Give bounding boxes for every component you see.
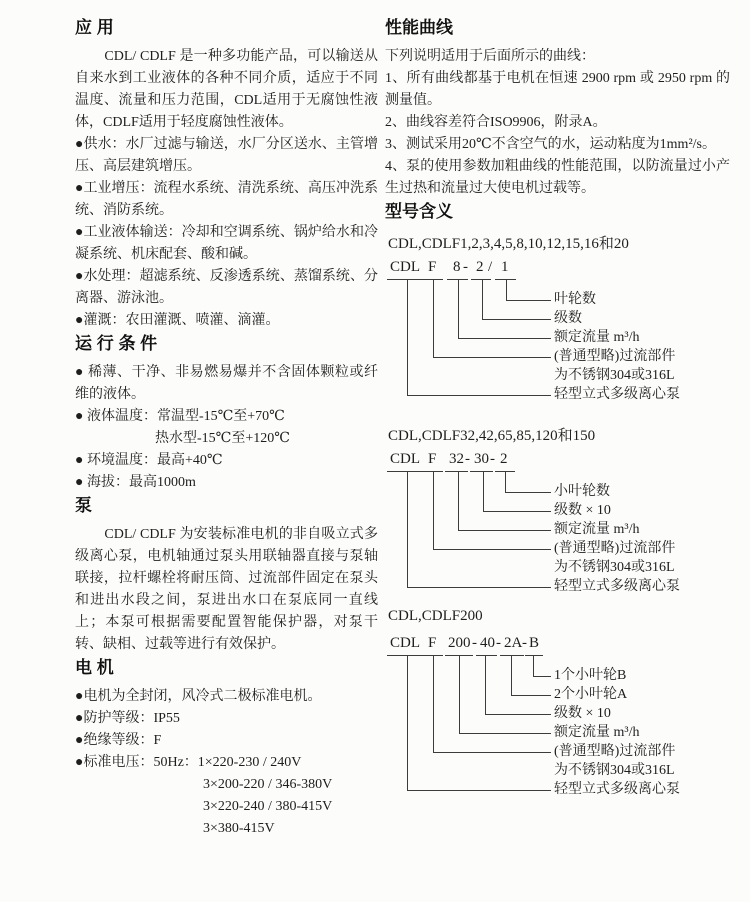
diagram-code-part: F (428, 259, 437, 275)
application-bullet-irrigation: ●灌溉：农田灌溉、喷灌、滴灌。 (75, 313, 280, 328)
diagram-underline (387, 279, 424, 280)
diagram-connector-vline (482, 279, 483, 319)
diagram-code-separator: - (472, 635, 477, 651)
diagram-connector-hline (505, 492, 551, 493)
diagram-code-separator: - (496, 635, 501, 651)
diagram-label-two-small-impellers-a: 2个小叶轮A (554, 687, 628, 702)
diagram-code-separator: - (522, 635, 527, 651)
diagram-label-small-impellers: 小叶轮数 (554, 484, 610, 499)
model-meaning-heading: 型号含义 (385, 202, 453, 221)
diagram-underline (387, 655, 424, 656)
diagram-code-part: CDL (390, 259, 420, 275)
diagram-connector-hline (407, 790, 551, 791)
operating-bullet-liquid-type: ● 稀薄、干净、非易燃易爆并不含固体颗粒或纤维的液体。 (75, 365, 378, 402)
diagram-code-part: 200 (448, 635, 471, 651)
operating-hot-water-line: 热水型-15℃至+120℃ (155, 431, 290, 446)
motor-voltage-line: 3×220-240 / 380-415V (203, 799, 333, 814)
model-diagram-medium-series (385, 424, 730, 596)
diagram-underline (476, 655, 497, 656)
diagram-code-part: 40 (480, 635, 495, 651)
diagram-connector-hline (483, 511, 551, 512)
diagram-connector-hline (407, 587, 551, 588)
diagram-connector-vline (407, 279, 408, 395)
diagram-code-part: F (428, 635, 437, 651)
curve-note-3: 3、测试采用20℃不含空气的水，运动粘度为1mm²/s。 (385, 137, 716, 152)
diagram-connector-vline (407, 655, 408, 790)
diagram-connector-hline (407, 395, 551, 396)
diagram-connector-hline (433, 549, 551, 550)
curve-note-4: 4、泵的使用参数加粗曲线的性能范围，以防流量过小产生过热和流量过大使电机过载等。 (385, 159, 730, 196)
diagram-label-impellers: 叶轮数 (554, 292, 596, 307)
diagram-connector-vline (433, 655, 434, 752)
diagram-label-pump-type: 轻型立式多级离心泵 (554, 387, 680, 402)
application-bullet-water-treatment: ●水处理：超滤系统、反渗透系统、蒸馏系统、分离器、游泳池。 (75, 269, 378, 306)
motor-voltage-line: 3×380-415V (203, 821, 275, 836)
diagram-label-stages-x10: 级数 × 10 (554, 503, 611, 518)
diagram-connector-vline (506, 279, 507, 300)
diagram-connector-vline (407, 471, 408, 587)
pump-heading: 泵 (75, 496, 92, 515)
operating-heading: 运 行 条 件 (75, 334, 158, 353)
diagram-connector-vline (458, 279, 459, 338)
diagram-underline (387, 471, 424, 472)
diagram-connector-vline (433, 279, 434, 357)
diagram-code-part: 32 (449, 451, 464, 467)
diagram-code-separator: - (465, 451, 470, 467)
diagram-code-separator: - (463, 259, 468, 275)
diagram-connector-hline (506, 300, 551, 301)
diagram-connector-vline (433, 471, 434, 549)
diagram-connector-vline (483, 471, 484, 511)
diagram-code-part: 30 (474, 451, 489, 467)
diagram-connector-hline (458, 338, 551, 339)
motor-voltage-line: 3×200-220 / 346-380V (203, 777, 333, 792)
diagram-label-rated-flow: 额定流量 m³/h (554, 522, 640, 537)
diagram-connector-hline (511, 695, 551, 696)
diagram-label-material-2: 为不锈钢304或316L (554, 368, 675, 383)
diagram-label-rated-flow: 额定流量 m³/h (554, 330, 640, 345)
motor-bullet-insulation-class: ●绝缘等级：F (75, 733, 162, 748)
right-column (385, 16, 730, 800)
pump-description: CDL/ CDLF 为安装标准电机的非自吸立式多级离心泵，电机轴通过泵头用联轴器直接与泵轴联接，拉杆螺栓将耐压筒、过流部件固定在泵头和进出水段之间，泵进出水口在泵底同一直线上；本泵可根据需要配置智能保护器，对泵干转、缺相、过载等进行有效保护。 (75, 527, 378, 652)
diagram-connector-vline (458, 471, 459, 530)
diagram-label-material-1: (普通型略)过流部件 (554, 744, 676, 759)
application-intro: CDL/ CDLF 是一种多功能产品，可以输送从自来水到工业液体的各种不同介质，适应于不同温度、流量和压力范围，CDL适用于无腐蚀性液体，CDLF适用于轻度腐蚀性液体。 (75, 49, 378, 130)
diagram-label-material-2: 为不锈钢304或316L (554, 763, 675, 778)
diagram-connector-vline (459, 655, 460, 733)
diagram-connector-hline (485, 714, 551, 715)
diagram-underline (445, 471, 468, 472)
diagram-underline (470, 471, 493, 472)
diagram-code-separator: / (488, 259, 493, 275)
diagram-underline (471, 279, 491, 280)
diagram-code-part: 2 (476, 259, 484, 275)
diagram-label-stages: 级数 (554, 311, 582, 326)
diagram-connector-hline (433, 357, 551, 358)
diagram-connector-hline (533, 676, 551, 677)
operating-bullet-altitude: ● 海拔：最高1000m (75, 475, 196, 490)
curve-note-1: 1、所有曲线都基于电机在恒速 2900 rpm 或 2950 rpm 的测量值。 (385, 71, 730, 108)
curve-note-2: 2、曲线容差符合ISO9906，附录A。 (385, 115, 607, 130)
diagram-code-part: CDL (390, 635, 420, 651)
left-column (75, 16, 378, 840)
diagram-connector-vline (505, 471, 506, 492)
performance-curves-heading: 性能曲线 (385, 18, 453, 37)
diagram-code-part: 1 (501, 259, 509, 275)
application-heading: 应 用 (75, 18, 114, 37)
diagram-code-part: 2A (504, 635, 523, 651)
application-bullet-liquid-transfer: ●工业液体输送：冷却和空调系统、锅炉给水和冷凝系统、机床配套、酸和碱。 (75, 225, 378, 262)
diagram-label-material-1: (普通型略)过流部件 (554, 541, 676, 556)
application-bullet-water-supply: ●供水：水厂过滤与输送，水厂分区送水、主管增压、高层建筑增压。 (75, 137, 378, 174)
operating-bullet-liquid-temp: ● 液体温度：常温型-15℃至+70℃ (75, 409, 285, 424)
diagram-code-part: B (529, 635, 540, 651)
diagram-label-stages-x10: 级数 × 10 (554, 706, 611, 721)
diagram-connector-hline (458, 530, 551, 531)
operating-bullet-ambient-temp: ● 环境温度：最高+40℃ (75, 453, 223, 468)
diagram-connector-vline (511, 655, 512, 695)
diagram-label-one-small-impeller-b: 1个小叶轮B (554, 668, 627, 683)
diagram-series-title: CDL,CDLF32,42,65,85,120和150 (388, 428, 596, 444)
model-diagram-small-series (385, 232, 730, 404)
diagram-connector-hline (433, 752, 551, 753)
diagram-code-part: CDL (390, 451, 420, 467)
diagram-connector-hline (459, 733, 551, 734)
diagram-label-pump-type: 轻型立式多级离心泵 (554, 579, 680, 594)
motor-heading: 电 机 (75, 658, 114, 677)
diagram-series-title: CDL,CDLF200 (388, 608, 483, 624)
diagram-code-separator: - (490, 451, 495, 467)
diagram-series-title: CDL,CDLF1,2,3,4,5,8,10,12,15,16和20 (388, 236, 629, 252)
diagram-connector-vline (533, 655, 534, 676)
motor-bullet-protection-class: ●防护等级：IP55 (75, 711, 180, 726)
diagram-code-part: 2 (500, 451, 508, 467)
diagram-label-material-1: (普通型略)过流部件 (554, 349, 676, 364)
diagram-label-pump-type: 轻型立式多级离心泵 (554, 782, 680, 797)
motor-bullet-enclosure: ●电机为全封闭，风冷式二极标准电机。 (75, 689, 322, 704)
diagram-label-material-2: 为不锈钢304或316L (554, 560, 675, 575)
diagram-connector-vline (485, 655, 486, 714)
diagram-code-part: 8 (453, 259, 461, 275)
application-bullet-industrial-boost: ●工业增压：流程水系统、清洗系统、高压冲洗系统、消防系统。 (75, 181, 378, 218)
diagram-connector-hline (482, 319, 551, 320)
model-diagram-200-series (385, 608, 730, 800)
diagram-code-part: F (428, 451, 437, 467)
motor-bullet-standard-voltage: ●标准电压：50Hz：1×220-230 / 240V (75, 755, 302, 770)
performance-curves-intro: 下列说明适用于后面所示的曲线： (385, 49, 595, 64)
diagram-label-rated-flow: 额定流量 m³/h (554, 725, 640, 740)
